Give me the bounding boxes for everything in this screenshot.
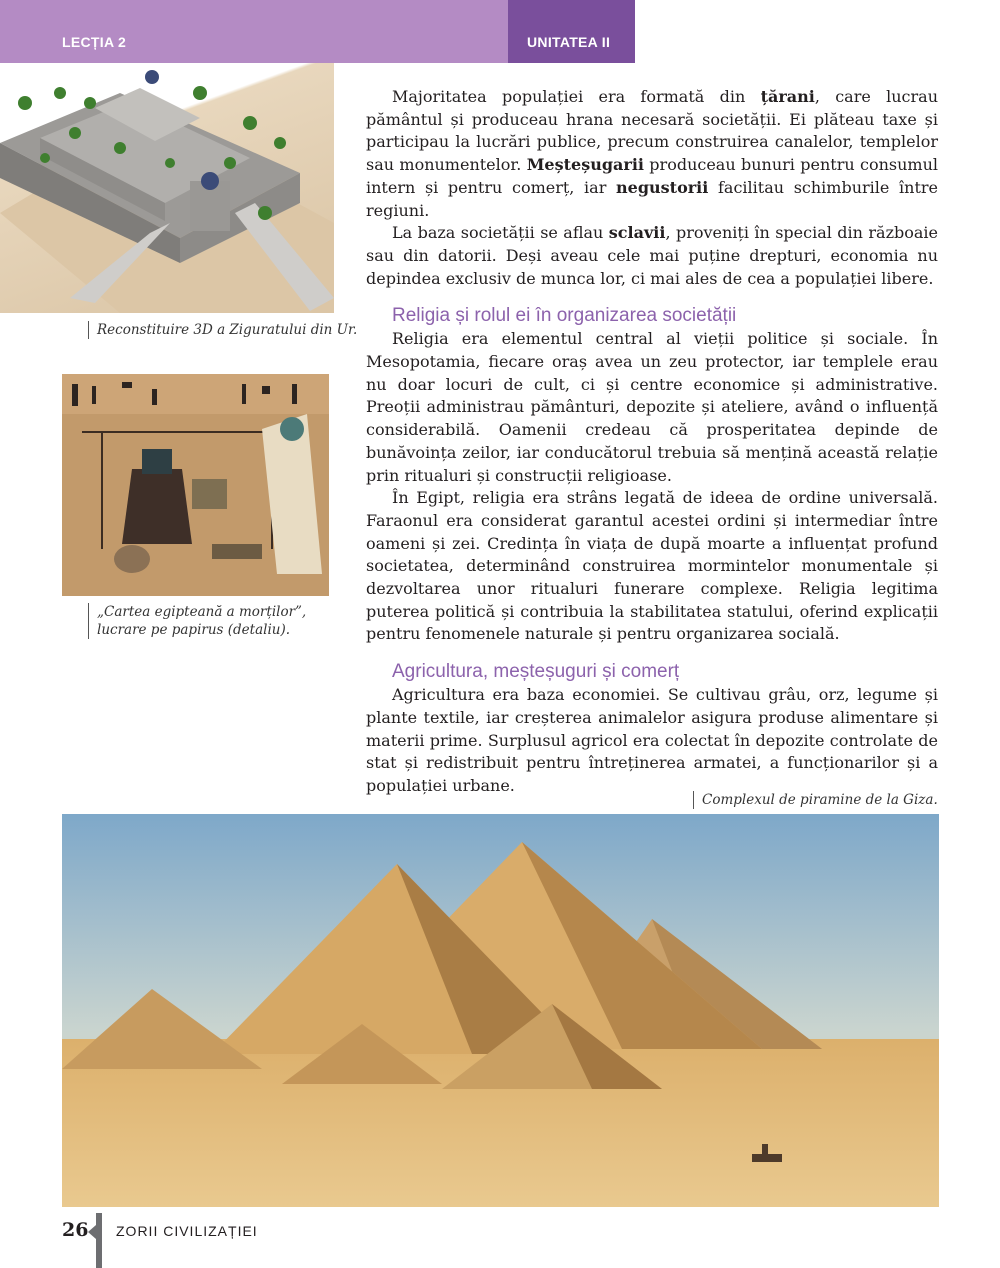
paragraph-religion-mesopotamia: Religia era elementul central al vieții politice și sociale. În Mesopotamia, fiecare oraș avea un zeu protector, iar templele erau nu doar locuri de cult, ci și centre economice și administrative. Preoții administrau pământuri, depozite și ateliere, având o influență considerabilă. Oamenii credeau că prosperitatea depinde de bunăvoința zeilor, iar conducătorul trebuia să mențină această relație prin ritualuri și construcții religioase. [366,329,938,485]
page-number: 26 [62,1219,89,1241]
term-mestesugarii: Meșteșugarii [526,155,644,175]
footer-bar [96,1213,102,1268]
paragraph-agriculture: Agricultura era baza economiei. Se cultivau grâu, orz, legume și plante textile, iar creșterea animalelor asigura produse alimentare și materii prime. Surplusul agricol era colectat în depozite controlate de stat și redistribuit pentru întreținerea armatei, a funcționarilor și a populației urbane. [366,685,938,795]
header-unit-band [508,0,635,63]
lesson-label: LECȚIA 2 [62,34,127,50]
paragraph-slaves: La baza societății se aflau sclavii, proveniți în special din războaie sau din datorii. Deși aveau cele mai puține drepturi, economia nu depindea exclusiv de munca lor, ci mai ales de cea a populației libere. [366,223,938,288]
papyrus-caption [88,603,306,639]
giza-pyramids-image [62,814,939,1207]
unit-label: UNITATEA II [527,34,611,50]
page-header [0,0,1000,63]
footer-arrow-icon [88,1225,96,1239]
ziggurat-caption: Reconstituire 3D a Ziguratului din Ur. [88,321,357,339]
term-negustorii: negustorii [616,177,709,197]
ziggurat-image [0,63,334,313]
paragraph-social-classes: Majoritatea populației era formată din țărani, care lucrau pământul și produceau hrana necesară societății. Ei plăteau taxe și participau la lucrări publice, precum construirea canalelor, templelor sau monumentelor. Meșteșugarii produceau bunuri pentru consumul intern și pentru comerț, iar negustorii facilitau schimburile între regiuni. [366,87,939,220]
main-text-column [366,86,938,798]
header-lesson-band [0,0,508,63]
book-title: ZORII CIVILIZAȚIEI [116,1223,258,1239]
paragraph-religion-egypt: În Egipt, religia era strâns legată de ideea de ordine universală. Faraonul era considerat garantul acestei ordini și intermediar între oameni și zei. Credința în viața de după moarte a influențat profund societatea, determinând construirea mormintelor monumentale și dezvoltarea unor ritualuri funerare complexe. Religia legitima puterea politică și contribuia la stabilitatea statului, oferind explicații pentru fenomenele naturale și pentru organizarea socială. [366,488,938,644]
papyrus-caption-line2: lucrare pe papirus (detaliu). [97,622,291,638]
term-tarani: țărani [760,87,815,106]
term-sclavii: sclavii [608,223,666,243]
heading-agriculture: Agricultura, meșteșuguri și comerț [392,661,680,683]
heading-religion: Religia și rolul ei în organizarea societății [392,305,737,327]
papyrus-image [62,374,329,596]
papyrus-caption-line1: „Cartea egipteană a morților”, [97,604,307,620]
giza-caption: Complexul de piramine de la Giza. [693,791,938,809]
